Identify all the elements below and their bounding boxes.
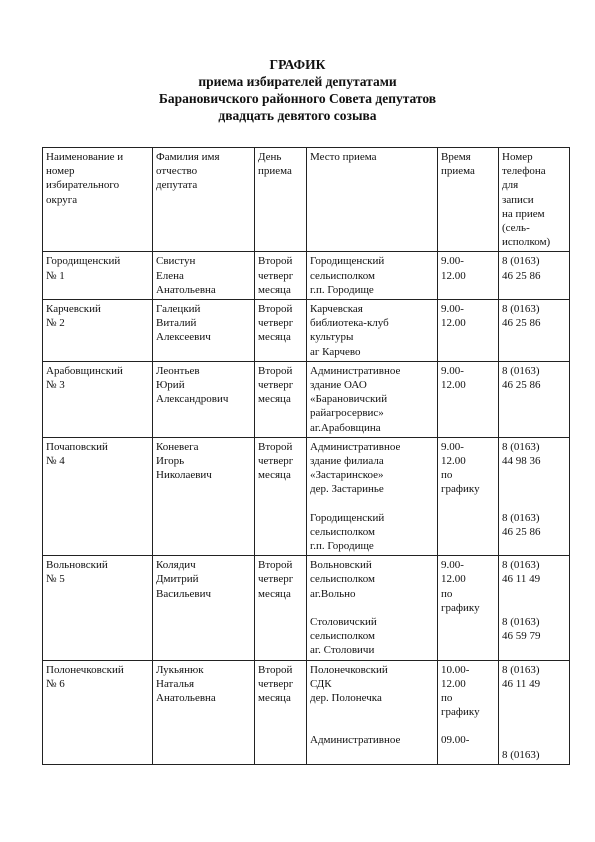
cell-line: райагросервис»: [310, 407, 384, 420]
place-cell: [307, 252, 438, 300]
cell-line: 8 (0163): [502, 663, 540, 676]
cell-line: депутата: [156, 179, 198, 192]
cell-line: 46 25 86: [502, 269, 541, 282]
day-cell: [255, 556, 307, 660]
cell-line: Юрий: [156, 379, 185, 392]
cell-line: [502, 482, 567, 496]
cell-line: Анатольевна: [156, 283, 216, 296]
cell-line: 8 (0163): [502, 559, 540, 572]
cell-line: 46 25 86: [502, 525, 541, 538]
cell-line: Виталий: [156, 317, 197, 330]
cell-line: избирательного: [46, 179, 120, 192]
cell-line: Административное: [310, 364, 401, 377]
place-cell: [307, 361, 438, 437]
cell-line: телефона: [502, 165, 546, 178]
time-cell: [438, 252, 499, 300]
cell-line: Алексеевич: [156, 331, 211, 344]
cell-line: приема: [441, 165, 475, 178]
cell-line: Васильевич: [156, 587, 211, 600]
cell-line: Место приема: [310, 151, 377, 163]
cell-line: Николаевич: [156, 469, 212, 482]
cell-line: исполком): [502, 236, 551, 249]
cell-line: Городищенский: [310, 511, 385, 524]
cell-line: Елена: [156, 269, 184, 282]
cell-line: по: [441, 691, 453, 704]
cell-line: 46 59 79: [502, 630, 541, 643]
phone-cell: [499, 252, 570, 300]
cell-line: Леонтьев: [156, 364, 200, 377]
cell-line: четверг: [258, 677, 294, 690]
title-line-1: ГРАФИК: [269, 57, 326, 72]
time-cell: [438, 361, 499, 437]
cell-line: месяца: [258, 469, 291, 482]
cell-line: г.п. Городище: [310, 283, 374, 296]
cell-line: [502, 733, 567, 747]
cell-line: № 2: [46, 317, 65, 330]
place-cell: [307, 437, 438, 555]
phone-cell: [499, 300, 570, 362]
cell-line: 8 (0163): [502, 364, 540, 377]
cell-line: 9.00-: [441, 364, 464, 377]
cell-line: Почаповский: [46, 440, 108, 453]
header-phone: [499, 148, 570, 252]
header-place: [307, 148, 438, 252]
cell-line: Время: [441, 151, 471, 163]
day-cell: [255, 437, 307, 555]
deputy-cell: [153, 252, 255, 300]
phone-cell: [499, 437, 570, 555]
cell-line: 12.00: [441, 573, 466, 586]
cell-line: Второй: [258, 440, 293, 453]
district-cell: [43, 300, 153, 362]
cell-line: Карчевская: [310, 303, 363, 316]
cell-spacer: [502, 691, 567, 705]
title-line-2: приема избирателей депутатами: [198, 74, 397, 89]
cell-line: сельисполком: [310, 630, 375, 643]
cell-line: 9.00-: [441, 255, 464, 268]
cell-line: 8 (0163): [502, 303, 540, 316]
cell-spacer: [502, 587, 567, 601]
header-deputy: [153, 148, 255, 252]
cell-line: графику: [441, 601, 480, 614]
cell-line: Фамилия имя: [156, 151, 220, 163]
cell-line: графику: [441, 483, 480, 496]
cell-line: № 3: [46, 379, 65, 392]
cell-line: четверг: [258, 455, 294, 468]
cell-line: аг.Вольно: [310, 587, 356, 600]
cell-line: Второй: [258, 364, 293, 377]
table-row: [43, 361, 570, 437]
cell-line: на прием: [502, 207, 545, 220]
cell-line: Коневега: [156, 440, 199, 453]
deputy-cell: [153, 437, 255, 555]
cell-line: культуры: [310, 331, 354, 344]
header-day: [255, 148, 307, 252]
deputy-cell: [153, 556, 255, 660]
table-row: [43, 660, 570, 764]
phone-cell: [499, 361, 570, 437]
cell-line: записи: [502, 193, 534, 206]
cell-line: для: [502, 179, 519, 192]
cell-line: Столовичский: [310, 615, 377, 628]
cell-line: № 1: [46, 269, 65, 282]
cell-line: номер: [46, 165, 75, 178]
deputy-cell: [153, 660, 255, 764]
cell-line: 9.00-: [441, 559, 464, 572]
table-row: [43, 252, 570, 300]
cell-line: Наталья: [156, 677, 195, 690]
cell-line: Свистун: [156, 255, 196, 268]
cell-line: 12.00: [441, 317, 466, 330]
phone-cell: [499, 660, 570, 764]
cell-line: 8 (0163): [502, 255, 540, 268]
cell-line: [502, 705, 567, 719]
cell-line: 12.00: [441, 455, 466, 468]
time-cell: [438, 556, 499, 660]
cell-line: четверг: [258, 379, 294, 392]
district-cell: [43, 361, 153, 437]
cell-line: Вольновский: [310, 559, 372, 572]
time-cell: [438, 660, 499, 764]
cell-line: 46 11 49: [502, 677, 541, 690]
cell-line: Вольновский: [46, 559, 108, 572]
district-cell: [43, 660, 153, 764]
cell-line: сельисполком: [310, 269, 375, 282]
cell-line: месяца: [258, 393, 291, 406]
cell-line: четверг: [258, 317, 294, 330]
table-row: [43, 300, 570, 362]
cell-line: месяца: [258, 587, 291, 600]
district-cell: [43, 252, 153, 300]
cell-line: округа: [46, 193, 78, 206]
place-cell: [307, 300, 438, 362]
cell-line: 8 (0163): [502, 440, 540, 453]
place-cell: [307, 660, 438, 764]
cell-spacer: [441, 719, 496, 733]
cell-line: (сель-: [502, 222, 530, 235]
cell-line: [502, 601, 567, 615]
cell-line: дер. Полонечка: [310, 691, 382, 704]
cell-line: Административное: [310, 440, 401, 453]
cell-line: приема: [258, 165, 292, 178]
cell-line: [310, 719, 435, 733]
cell-line: аг.Арабовщина: [310, 421, 381, 434]
cell-line: [502, 496, 567, 510]
cell-line: «Застаринское»: [310, 469, 384, 482]
deputy-cell: [153, 300, 255, 362]
schedule-body: [43, 252, 570, 764]
table-row: [43, 556, 570, 660]
cell-line: 12.00: [441, 269, 466, 282]
title-line-3: Барановичского районного Совета депутатов: [158, 91, 437, 106]
cell-line: Второй: [258, 303, 293, 316]
cell-line: дер. Застаринье: [310, 483, 384, 496]
cell-line: СДК: [310, 677, 332, 690]
cell-line: «Барановичский: [310, 393, 388, 406]
cell-line: Городищенский: [46, 255, 121, 268]
place-cell: [307, 556, 438, 660]
cell-line: Арабовщинский: [46, 364, 123, 377]
cell-spacer: [310, 497, 435, 511]
cell-line: Второй: [258, 559, 293, 572]
cell-line: Полонечковский: [46, 663, 124, 676]
cell-line: 12.00: [441, 379, 466, 392]
cell-line: № 4: [46, 455, 65, 468]
cell-line: г.п. Городище: [310, 540, 374, 553]
day-cell: [255, 361, 307, 437]
cell-line: Административное: [310, 734, 401, 747]
cell-line: 46 11 49: [502, 573, 541, 586]
cell-line: 8 (0163): [502, 748, 540, 761]
header-time: [438, 148, 499, 252]
cell-line: № 5: [46, 573, 65, 586]
district-cell: [43, 437, 153, 555]
cell-line: 46 25 86: [502, 317, 541, 330]
cell-spacer: [310, 705, 435, 719]
cell-line: Анатольевна: [156, 691, 216, 704]
cell-line: 09.00-: [441, 734, 470, 747]
cell-line: месяца: [258, 283, 291, 296]
cell-line: месяца: [258, 691, 291, 704]
cell-line: № 6: [46, 677, 65, 690]
document-title: [0, 56, 595, 124]
cell-line: отчество: [156, 165, 198, 178]
cell-line: здание филиала: [310, 455, 384, 468]
cell-line: Карчевский: [46, 303, 101, 316]
district-cell: [43, 556, 153, 660]
cell-line: 46 25 86: [502, 379, 541, 392]
cell-line: библиотека-клуб: [310, 317, 389, 330]
header-row: [43, 148, 570, 252]
cell-line: Полонечковский: [310, 663, 388, 676]
cell-line: [502, 719, 567, 733]
cell-line: Александрович: [156, 393, 229, 406]
cell-line: аг Карчево: [310, 345, 361, 358]
cell-line: Городищенский: [310, 255, 385, 268]
cell-line: сельисполком: [310, 525, 375, 538]
cell-line: здание ОАО: [310, 379, 367, 392]
cell-line: месяца: [258, 331, 291, 344]
cell-line: сельисполком: [310, 573, 375, 586]
table-row: [43, 437, 570, 555]
cell-spacer: [310, 601, 435, 615]
cell-line: четверг: [258, 573, 294, 586]
time-cell: [438, 437, 499, 555]
cell-line: Наименование и: [46, 151, 124, 163]
day-cell: [255, 300, 307, 362]
cell-line: Колядич: [156, 559, 196, 572]
cell-line: 8 (0163): [502, 511, 540, 524]
cell-line: Второй: [258, 663, 293, 676]
cell-line: 9.00-: [441, 303, 464, 316]
cell-line: 9.00-: [441, 440, 464, 453]
cell-line: четверг: [258, 269, 294, 282]
cell-line: Второй: [258, 255, 293, 268]
cell-line: Галецкий: [156, 303, 201, 316]
cell-line: Номер: [502, 151, 533, 163]
cell-spacer: [502, 468, 567, 482]
day-cell: [255, 660, 307, 764]
cell-line: по: [441, 587, 453, 600]
deputy-cell: [153, 361, 255, 437]
cell-line: аг. Столовичи: [310, 644, 375, 657]
cell-line: графику: [441, 706, 480, 719]
schedule-table: [42, 147, 570, 765]
cell-line: Лукьянюк: [156, 663, 204, 676]
cell-line: Дмитрий: [156, 573, 199, 586]
time-cell: [438, 300, 499, 362]
cell-line: 44 98 36: [502, 455, 541, 468]
cell-line: по: [441, 469, 453, 482]
day-cell: [255, 252, 307, 300]
header-district: [43, 148, 153, 252]
cell-line: 12.00: [441, 677, 466, 690]
cell-line: Игорь: [156, 455, 185, 468]
cell-line: 10.00-: [441, 663, 470, 676]
cell-line: День: [258, 151, 282, 163]
phone-cell: [499, 556, 570, 660]
cell-line: 8 (0163): [502, 615, 540, 628]
title-line-4: двадцать девятого созыва: [218, 108, 377, 123]
